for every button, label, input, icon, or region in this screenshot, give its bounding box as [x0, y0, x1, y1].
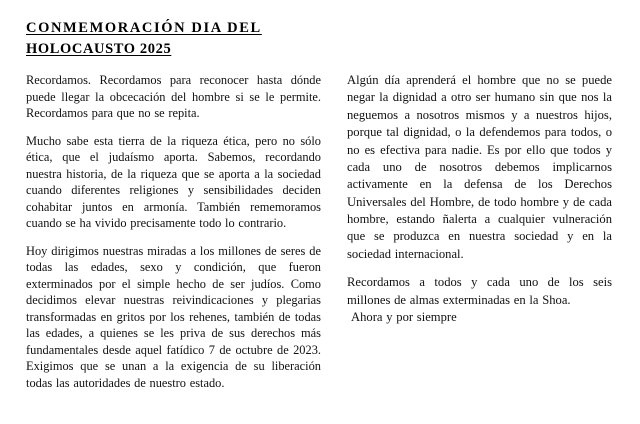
closing-paragraph [347, 274, 612, 326]
page-title-line-2: HOLOCAUSTO 2025 [26, 41, 172, 58]
right-column [347, 72, 612, 326]
paragraph: Mucho sabe esta tierra de la riqueza ética, pero no sólo ética, que el judaísmo aporta. Sabemos, recordando nuestra historia, de la riqueza que se aporta a la sociedad cuando diferentes religiones y sensibilidades deciden cohabitar juntos en armonía. También rememoramos cuando se ha vivido precisamente todo lo contrario. [26, 133, 321, 231]
closing-paragraph-text: Recordamos a todos y cada uno de los seis millones de almas exterminadas en la Shoa. [347, 275, 612, 307]
page-title [26, 18, 618, 60]
paragraph: Hoy dirigimos nuestras miradas a los millones de seres de todas las edades, sexo y condición, que fueron exterminados por el simple hecho de ser judíos. Como decidimos elevar nuestras reivindicaciones y plegarias transformadas en gritos por los rehenes, también de todas las edades, a quienes se les priva de sus derechos más fundamentales desde aquel fatídico 7 de octubre de 2023. Exigimos que se unan a la exigencia de su liberación todas las autoridades de nuestro estado. [26, 243, 321, 390]
paragraph: Recordamos. Recordamos para reconocer hasta dónde puede llegar la obcecación del hombre si se le permite. Recordamos para que no se repita. [26, 73, 321, 121]
paragraph: Algún día aprenderá el hombre que no se puede negar la dignidad a otro ser humano sin que nos la neguemos a nosotros mismos y a nuestros hijos, porque tal dignidad, o la defendemos para todos, o no es efectiva para nadie. Es por ello que todos y cada uno de nosotros debemos implicarnos activamente en la defensa de los Derechos Universales del Hombre, de todo hombre y de cada hombre, estando ñalerta a cualquier vulneración que se produzca en nuestra sociedad y en la sociedad internacional. [347, 73, 612, 261]
text-columns [26, 72, 618, 391]
closing-line: Ahora y por siempre [351, 309, 457, 324]
page-title-line-1: CONMEMORACIÓN DIA DEL [26, 20, 262, 36]
left-column [26, 72, 321, 391]
